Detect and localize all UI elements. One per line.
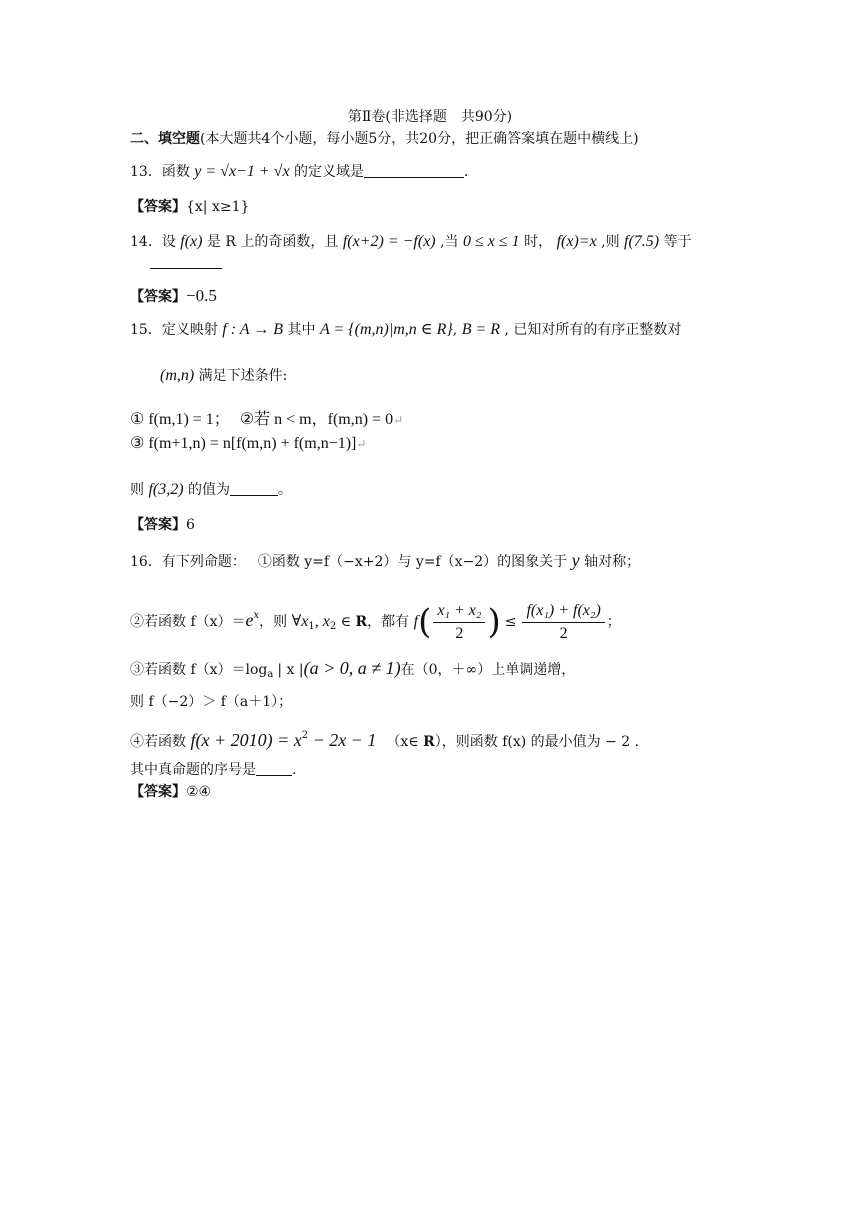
q16-item3-cond: (a > 0, a ≠ 1) bbox=[303, 658, 401, 678]
q16-item2-lhs-frac bbox=[433, 600, 485, 645]
part-heading-line bbox=[130, 129, 639, 149]
q13-answer-label: 【答案】 bbox=[130, 199, 186, 215]
q15-answer: 6 bbox=[186, 517, 195, 533]
q16-item2: ②若函数 $f(x)=e^x$，则 $\forall x_1$, $x_2$ ∈ R，都有 f( $\frac{\text{x₁ + x₂}}{2}$ ) ≤ $\frac{\text{f(x₁) + f(x₂)}}{2}$ ； bbox=[130, 594, 621, 649]
q16-item1-end: 轴对称； bbox=[579, 554, 641, 570]
section-title: 第Ⅱ卷(非选择题 共90分) bbox=[347, 109, 513, 125]
question-15 bbox=[130, 320, 681, 340]
q16-item2-lhs-den: 2 bbox=[455, 624, 464, 642]
q14-cond2: 0 ≤ x ≤ 1 bbox=[462, 233, 520, 250]
q16-item2-x2: , x bbox=[314, 613, 330, 630]
q14-answer-blank bbox=[150, 268, 222, 269]
part-instructions: (本大题共4个小题，每小题5分，共20分，把正确答案填在题中横线上) bbox=[200, 131, 639, 147]
q13-number: 13． bbox=[130, 164, 162, 180]
q15-question bbox=[130, 480, 292, 500]
q16-item2-R: R bbox=[355, 614, 368, 630]
q16-question-text: 其中真命题的序号是 bbox=[130, 762, 256, 778]
q14-answer: −0.5 bbox=[186, 286, 217, 305]
q15-question-expr: f(3,2) bbox=[148, 481, 184, 498]
q16-answer-blank bbox=[256, 761, 292, 776]
q14-text-d: 时， bbox=[519, 234, 557, 250]
q16-item3-conclusion: 则 f（−2）＞ f（a＋1）； bbox=[130, 694, 293, 710]
q16-item3-base: a bbox=[267, 669, 274, 680]
q14-text-f: 等于 bbox=[659, 234, 692, 250]
question-13 bbox=[130, 162, 478, 182]
q15-line2 bbox=[160, 366, 287, 386]
question-14 bbox=[130, 232, 692, 252]
q16-item1: ①函数 y=f（−x+2）与 y=f（x−2）的图象关于 bbox=[257, 554, 572, 570]
q15-return-mark-2: ↵ bbox=[356, 437, 367, 451]
q16-item2-end: ； bbox=[606, 614, 621, 630]
q15-cond3: ③ f(m+1,n) = n[f(m,n) + f(m,n−1)] bbox=[130, 435, 357, 452]
q15-condition-1-2 bbox=[130, 410, 403, 430]
q15-text-a: 定义映射 bbox=[161, 322, 223, 338]
q16-item3 bbox=[130, 658, 575, 685]
question-16 bbox=[130, 550, 640, 572]
q16-item2-forall: ∀x bbox=[291, 613, 309, 630]
q14-text-b: 是 R 上的奇函数，且 bbox=[202, 234, 343, 250]
q13-text-post: 的定义域是 bbox=[289, 164, 364, 180]
q16-item4-R: R bbox=[423, 734, 435, 750]
q13-answer: {x| x≥1} bbox=[186, 199, 250, 215]
q16-answer: ②④ bbox=[186, 784, 212, 800]
q15-text-b: 其中 bbox=[283, 322, 320, 338]
q14-text-e: ,则 bbox=[596, 234, 625, 250]
q13-text: 函数 bbox=[161, 164, 195, 180]
q16-item4-formula-left: f(x + 2010) = x bbox=[190, 730, 302, 750]
q16-answer-line bbox=[130, 782, 211, 802]
q13-answer-line bbox=[130, 197, 249, 217]
q14-answer-line bbox=[130, 286, 217, 307]
q16-item1-y: y bbox=[571, 550, 580, 570]
q13-formula: y = √x−1 + √x bbox=[194, 163, 290, 180]
q16-item2-then: ，则 bbox=[259, 614, 292, 630]
q15-return-mark-1: ↵ bbox=[393, 413, 404, 427]
q16-item2-rhs-num: f(x₁) + f(x₂) bbox=[522, 600, 604, 623]
q16-question-end: . bbox=[292, 762, 297, 778]
q16-item2-rhs-frac bbox=[522, 600, 604, 645]
q16-item2-f: f bbox=[413, 613, 419, 630]
q16-item4-conclusion: ），则函数 f(x) 的最小值为 − 2 . bbox=[434, 734, 640, 750]
q16-intro: 有下列命题： bbox=[161, 554, 246, 570]
q14-cond3: f(x)=x bbox=[556, 233, 597, 250]
q14-answer-label: 【答案】 bbox=[130, 289, 186, 305]
q16-item4-square: 2 bbox=[301, 730, 309, 741]
q15-number: 15． bbox=[130, 322, 162, 338]
part-heading: 二、填空题 bbox=[130, 131, 200, 147]
q15-condition-3 bbox=[130, 434, 366, 454]
q16-item4-text: ④若函数 bbox=[130, 734, 191, 750]
q15-answer-blank bbox=[230, 481, 278, 496]
q16-item2-lhs-num: x₁ + x₂ bbox=[433, 600, 485, 623]
q16-item4 bbox=[130, 726, 639, 752]
q13-end: ． bbox=[464, 164, 478, 180]
q15-set-b: B = R bbox=[461, 321, 501, 338]
q16-item3-text: ③若函数 f（x）＝log bbox=[130, 662, 268, 678]
q15-text-c: , bbox=[452, 322, 462, 338]
q16-question bbox=[130, 760, 296, 780]
q15-cond1: ① f(m,1) = 1； bbox=[130, 411, 230, 428]
q16-item3-abs: | x | bbox=[277, 662, 304, 678]
q15-question-end: 。 bbox=[278, 482, 293, 498]
q15-text-d: , 已知对所有的有序正整数对 bbox=[500, 322, 682, 338]
q16-item2-sub1: 1 bbox=[308, 621, 315, 632]
q14-text-c: ,当 bbox=[435, 234, 463, 250]
q13-answer-blank bbox=[364, 163, 464, 178]
q16-answer-label: 【答案】 bbox=[130, 784, 186, 800]
q16-item2-in: ∈ bbox=[336, 614, 356, 630]
q15-answer-label: 【答案】 bbox=[130, 517, 186, 533]
q14-number: 14． bbox=[130, 234, 162, 250]
q15-cond2: ②若 n < m，f(m,n) = 0 bbox=[239, 411, 394, 428]
q16-number: 16． bbox=[130, 554, 162, 570]
q16-item2-text: ②若函数 f（x）＝ bbox=[130, 614, 246, 630]
q14-fx: f(x) bbox=[180, 233, 203, 250]
q15-question-pre: 则 bbox=[130, 482, 149, 498]
q14-target: f(7.5) bbox=[624, 233, 660, 250]
q16-item2-rhs-den: 2 bbox=[559, 624, 568, 642]
q16-item2-exp: x bbox=[253, 610, 260, 621]
q16-item2-have: ，都有 bbox=[367, 614, 414, 630]
q16-item2-le: ≤ bbox=[504, 614, 517, 630]
q15-map: f : A → B bbox=[222, 321, 284, 338]
q15-answer-line bbox=[130, 515, 195, 535]
q14-cond1: f(x+2) = −f(x) bbox=[342, 233, 436, 250]
q16-item4-formula-right: − 2x − 1 bbox=[308, 730, 377, 750]
q16-item2-e: e bbox=[245, 610, 254, 630]
q14-text-a: 设 bbox=[161, 234, 181, 250]
q15-set-a: A = {(m,n)|m,n ∈ R} bbox=[319, 321, 453, 338]
q15-question-post: 的值为 bbox=[183, 482, 231, 498]
q16-item2-sub2: 2 bbox=[329, 621, 337, 632]
q16-item4-domain: （x∈ bbox=[386, 734, 424, 750]
q15-pair: (m,n) bbox=[160, 367, 195, 384]
q15-text-e: 满足下述条件: bbox=[194, 368, 288, 384]
q16-item3-monotone: 在（0，＋∞）上单调递增， bbox=[400, 662, 576, 678]
